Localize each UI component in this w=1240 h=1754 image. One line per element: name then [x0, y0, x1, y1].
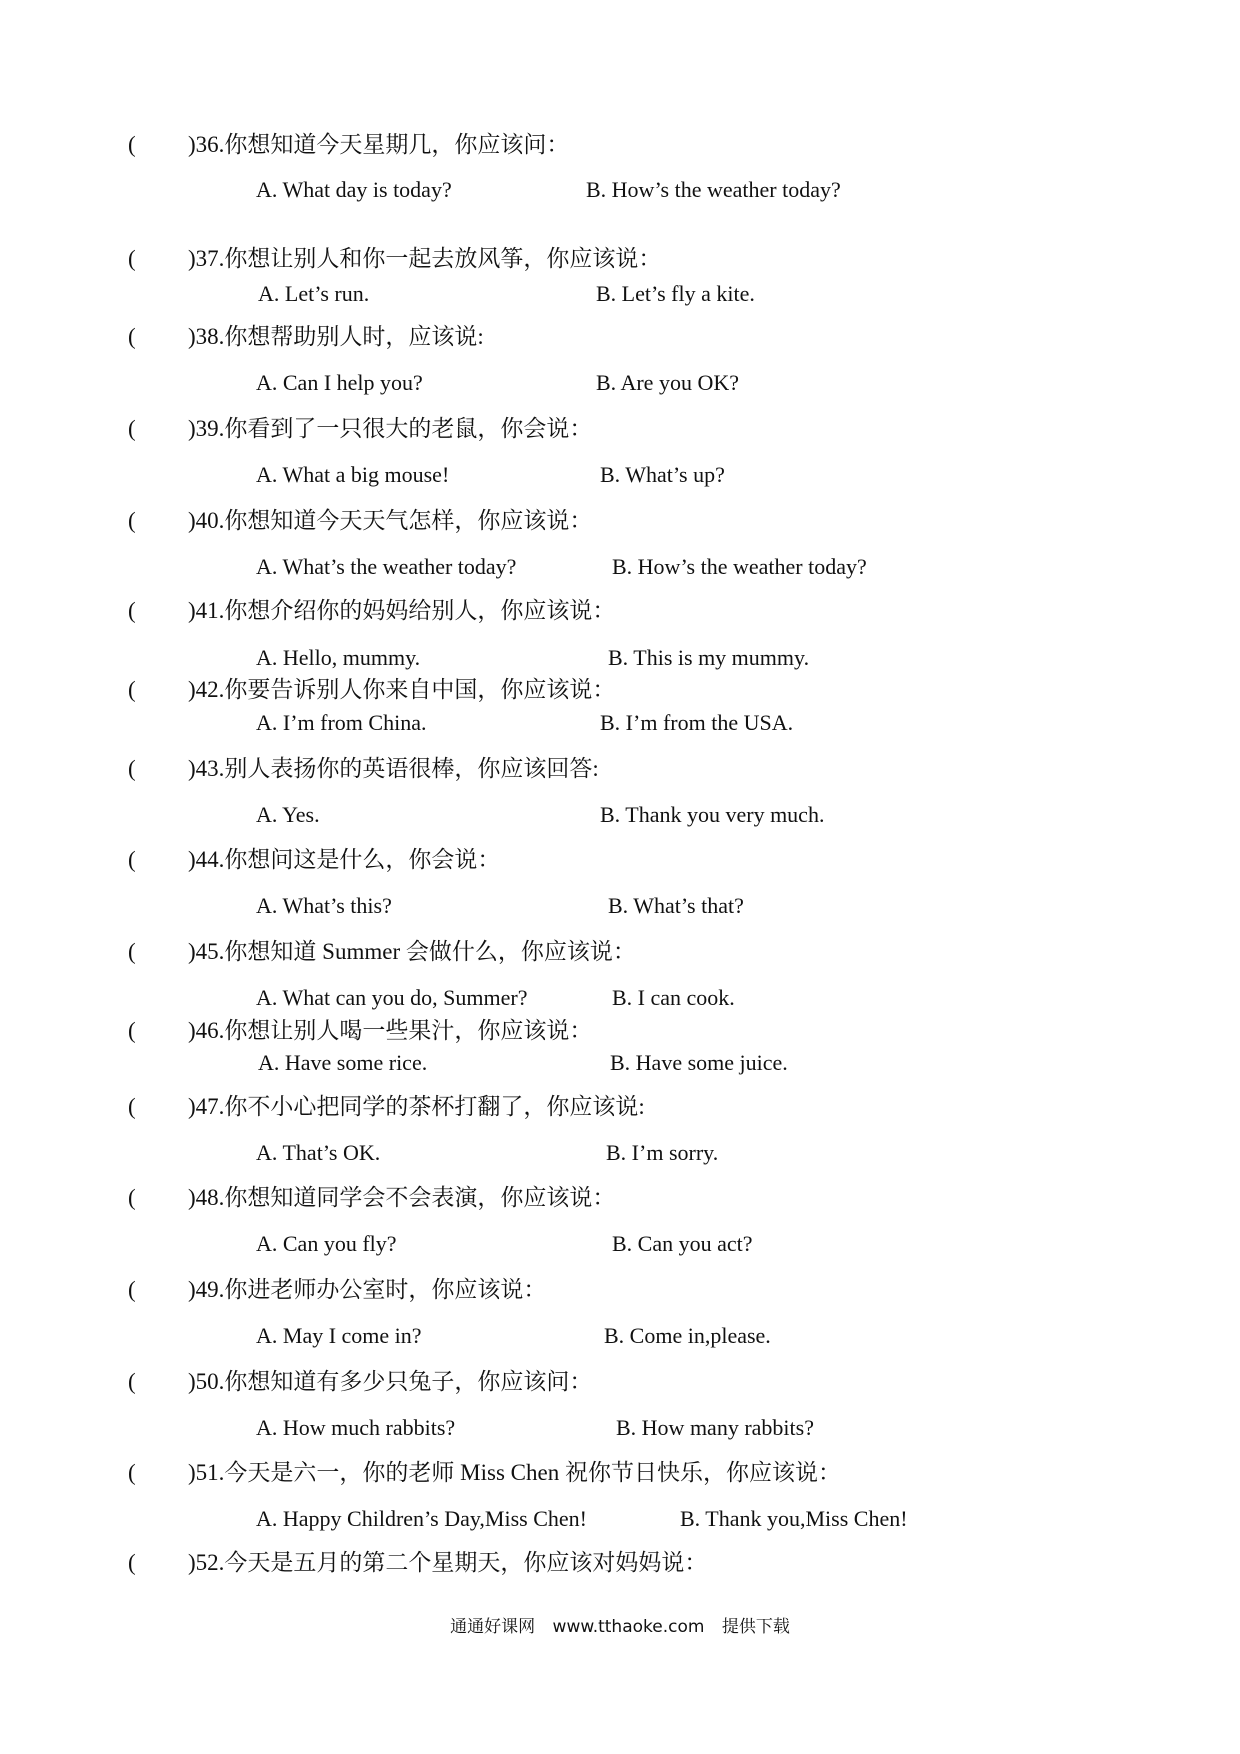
- question-stem: [128, 937, 636, 967]
- option-b: B. Thank you very much.: [600, 802, 825, 827]
- question-stem: [128, 754, 599, 784]
- option-b: B. Have some juice.: [610, 1050, 788, 1075]
- option-b: B. Thank you,Miss Chen!: [680, 1506, 908, 1531]
- answer-paren: (: [128, 1185, 136, 1210]
- option-a: A. Can I help you?: [256, 370, 423, 395]
- option-a: A. How much rabbits?: [256, 1415, 456, 1440]
- option-a: A. Happy Children’s Day,Miss Chen!: [256, 1506, 587, 1531]
- footer-site-name: 通通好课网: [450, 1617, 536, 1637]
- answer-paren: (: [128, 1460, 136, 1485]
- option-a: A. What’s this?: [256, 893, 392, 918]
- question-text: )42.你要告诉别人你来自中国，你应该说：: [188, 677, 616, 702]
- option-b: B. What’s up?: [600, 462, 725, 487]
- option-a: A. What’s the weather today?: [256, 554, 517, 579]
- answer-paren: (: [128, 939, 136, 964]
- question-text: )36.你想知道今天星期几，你应该问：: [188, 132, 570, 157]
- option-b: B. I can cook.: [612, 985, 735, 1010]
- question-stem: [128, 322, 484, 352]
- question-text: )46.你想让别人喝一些果汁，你应该说：: [188, 1018, 593, 1043]
- option-a: A. Can you fly?: [256, 1231, 397, 1256]
- answer-paren: (: [128, 508, 136, 533]
- footer-note: 提供下载: [721, 1617, 790, 1637]
- question-stem: [128, 1548, 707, 1578]
- option-b: B. How many rabbits?: [616, 1415, 814, 1440]
- question-stem: [128, 1367, 592, 1397]
- option-a: A. What can you do, Summer?: [256, 985, 528, 1010]
- option-b: B. Let’s fly a kite.: [596, 281, 755, 306]
- answer-paren: (: [128, 1277, 136, 1302]
- answer-paren: (: [128, 598, 136, 623]
- option-b: B. What’s that?: [608, 893, 744, 918]
- question-stem: [128, 244, 661, 274]
- question-text: )38.你想帮助别人时，应该说:: [188, 324, 484, 349]
- answer-paren: (: [128, 847, 136, 872]
- answer-paren: (: [128, 246, 136, 271]
- question-text: )44.你想问这是什么，你会说：: [188, 847, 501, 872]
- option-a: A. I’m from China.: [256, 710, 427, 735]
- question-stem: [128, 1275, 546, 1305]
- answer-paren: (: [128, 416, 136, 441]
- question-stem: [128, 1458, 841, 1488]
- question-stem: [128, 675, 615, 705]
- question-text: )41.你想介绍你的妈妈给别人，你应该说：: [188, 598, 616, 623]
- question-text: )48.你想知道同学会不会表演，你应该说：: [188, 1185, 616, 1210]
- question-stem: [128, 845, 500, 875]
- question-text: )45.你想知道 Summer 会做什么，你应该说：: [188, 939, 636, 964]
- option-b: B. How’s the weather today?: [586, 177, 841, 202]
- option-b: B. How’s the weather today?: [612, 554, 867, 579]
- page-footer: [0, 1612, 1240, 1637]
- option-b: B. I’m from the USA.: [600, 710, 794, 735]
- question-stem: [128, 596, 615, 626]
- answer-paren: (: [128, 677, 136, 702]
- option-a: A. May I come in?: [256, 1323, 422, 1348]
- question-text: )43.别人表扬你的英语很棒，你应该回答:: [188, 756, 599, 781]
- question-stem: [128, 1183, 615, 1213]
- option-b: B. Are you OK?: [596, 370, 739, 395]
- option-a: A. What day is today?: [256, 177, 452, 202]
- answer-paren: (: [128, 132, 136, 157]
- option-a: A. That’s OK.: [256, 1140, 381, 1165]
- question-stem: [128, 1016, 592, 1046]
- question-text: )47.你不小心把同学的茶杯打翻了，你应该说:: [188, 1094, 645, 1119]
- answer-paren: (: [128, 1094, 136, 1119]
- question-stem: [128, 130, 569, 160]
- question-stem: [128, 414, 592, 444]
- question-stem: [128, 506, 592, 536]
- option-a: A. Yes.: [256, 802, 320, 827]
- option-b: B. I’m sorry.: [606, 1140, 719, 1165]
- question-text: )52.今天是五月的第二个星期天，你应该对妈妈说：: [188, 1550, 708, 1575]
- footer-url[interactable]: www.tthaoke.com: [552, 1617, 705, 1637]
- answer-paren: (: [128, 756, 136, 781]
- question-text: )39.你看到了一只很大的老鼠，你会说：: [188, 416, 593, 441]
- option-b: B. Come in,please.: [604, 1323, 771, 1348]
- option-a: A. Have some rice.: [258, 1050, 428, 1075]
- question-text: )51.今天是六一，你的老师 Miss Chen 祝你节日快乐，你应该说：: [188, 1460, 841, 1485]
- option-b: B. This is my mummy.: [608, 645, 810, 670]
- question-text: )40.你想知道今天天气怎样，你应该说：: [188, 508, 593, 533]
- question-text: )49.你进老师办公室时，你应该说：: [188, 1277, 547, 1302]
- question-text: )37.你想让别人和你一起去放风筝，你应该说：: [188, 246, 662, 271]
- option-a: A. Hello, mummy.: [256, 645, 421, 670]
- answer-paren: (: [128, 1550, 136, 1575]
- answer-paren: (: [128, 324, 136, 349]
- option-a: A. Let’s run.: [258, 281, 370, 306]
- option-b: B. Can you act?: [612, 1231, 753, 1256]
- answer-paren: (: [128, 1369, 136, 1394]
- question-text: )50.你想知道有多少只兔子，你应该问：: [188, 1369, 593, 1394]
- answer-paren: (: [128, 1018, 136, 1043]
- option-a: A. What a big mouse!: [256, 462, 450, 487]
- question-stem: [128, 1092, 645, 1122]
